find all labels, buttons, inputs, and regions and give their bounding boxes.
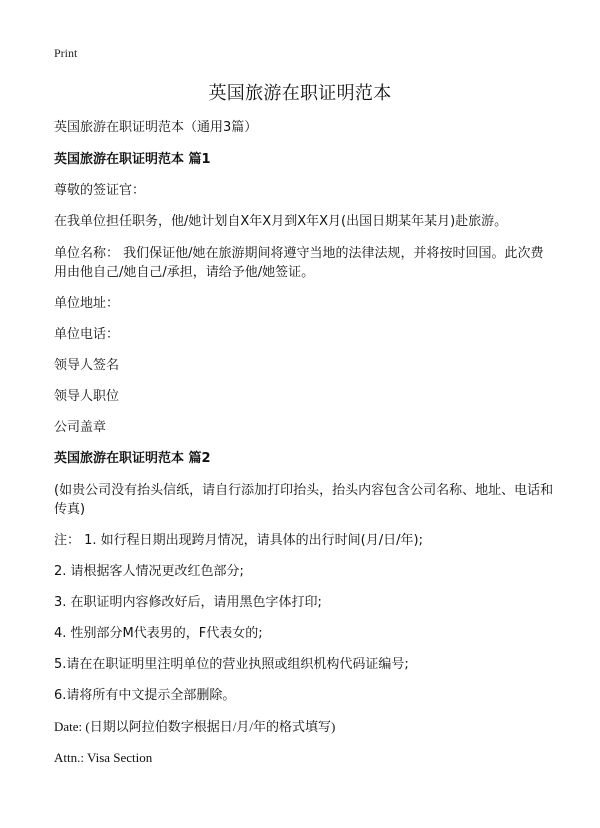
section-heading-2: 英国旅游在职证明范本 篇2 (54, 451, 211, 466)
note-item-1: 注： 1. 如行程日期出现跨月情况，请具体的出行时间(月/日/年); (54, 533, 423, 548)
leader-signature-label: 领导人签名 (54, 358, 120, 373)
employment-travel-statement: 在我单位担任职务，他/她计划自X年X月到X年X月(出国日期某年某月)赴旅游。 (54, 214, 508, 229)
document-title: 英国旅游在职证明范本 (208, 83, 392, 104)
document-subtitle: 英国旅游在职证明范本（通用3篇） (54, 120, 258, 135)
document-content (54, 119, 556, 780)
leader-position-label: 领导人职位 (54, 389, 120, 404)
letterhead-instruction: (如贵公司没有抬头信纸，请自行添加打印抬头，抬头内容包含公司名称、地址、电话和传真) (54, 483, 554, 517)
note-item-4: 4. 性别部分M代表男的，F代表女的; (54, 626, 263, 641)
note-item-2: 2. 请根据客人情况更改红色部分; (54, 564, 244, 579)
note-item-6: 6.请将所有中文提示全部删除。 (54, 688, 236, 703)
salutation: 尊敬的签证官： (54, 183, 146, 198)
company-seal-label: 公司盖章 (54, 420, 107, 435)
note-item-5: 5.请在在职证明里注明单位的营业执照或组织机构代码证编号; (54, 657, 409, 672)
print-label: Print (54, 46, 78, 60)
company-phone-label: 单位电话： (54, 327, 120, 342)
guarantee-paragraph: 单位名称： 我们保证他/她在旅游期间将遵守当地的法律法规，并将按时回国。此次费用由他自己/她自己/承担，请给予他/她签证。 (54, 246, 544, 280)
attention-line: Attn.: Visa Section (54, 750, 153, 765)
section-heading-1: 英国旅游在职证明范本 篇1 (54, 152, 211, 167)
company-address-label: 单位地址： (54, 296, 120, 311)
note-item-3: 3. 在职证明内容修改好后，请用黑色字体打印; (54, 595, 322, 610)
date-line: Date: (日期以阿拉伯数字根据日/月/年的格式填写) (54, 719, 336, 734)
